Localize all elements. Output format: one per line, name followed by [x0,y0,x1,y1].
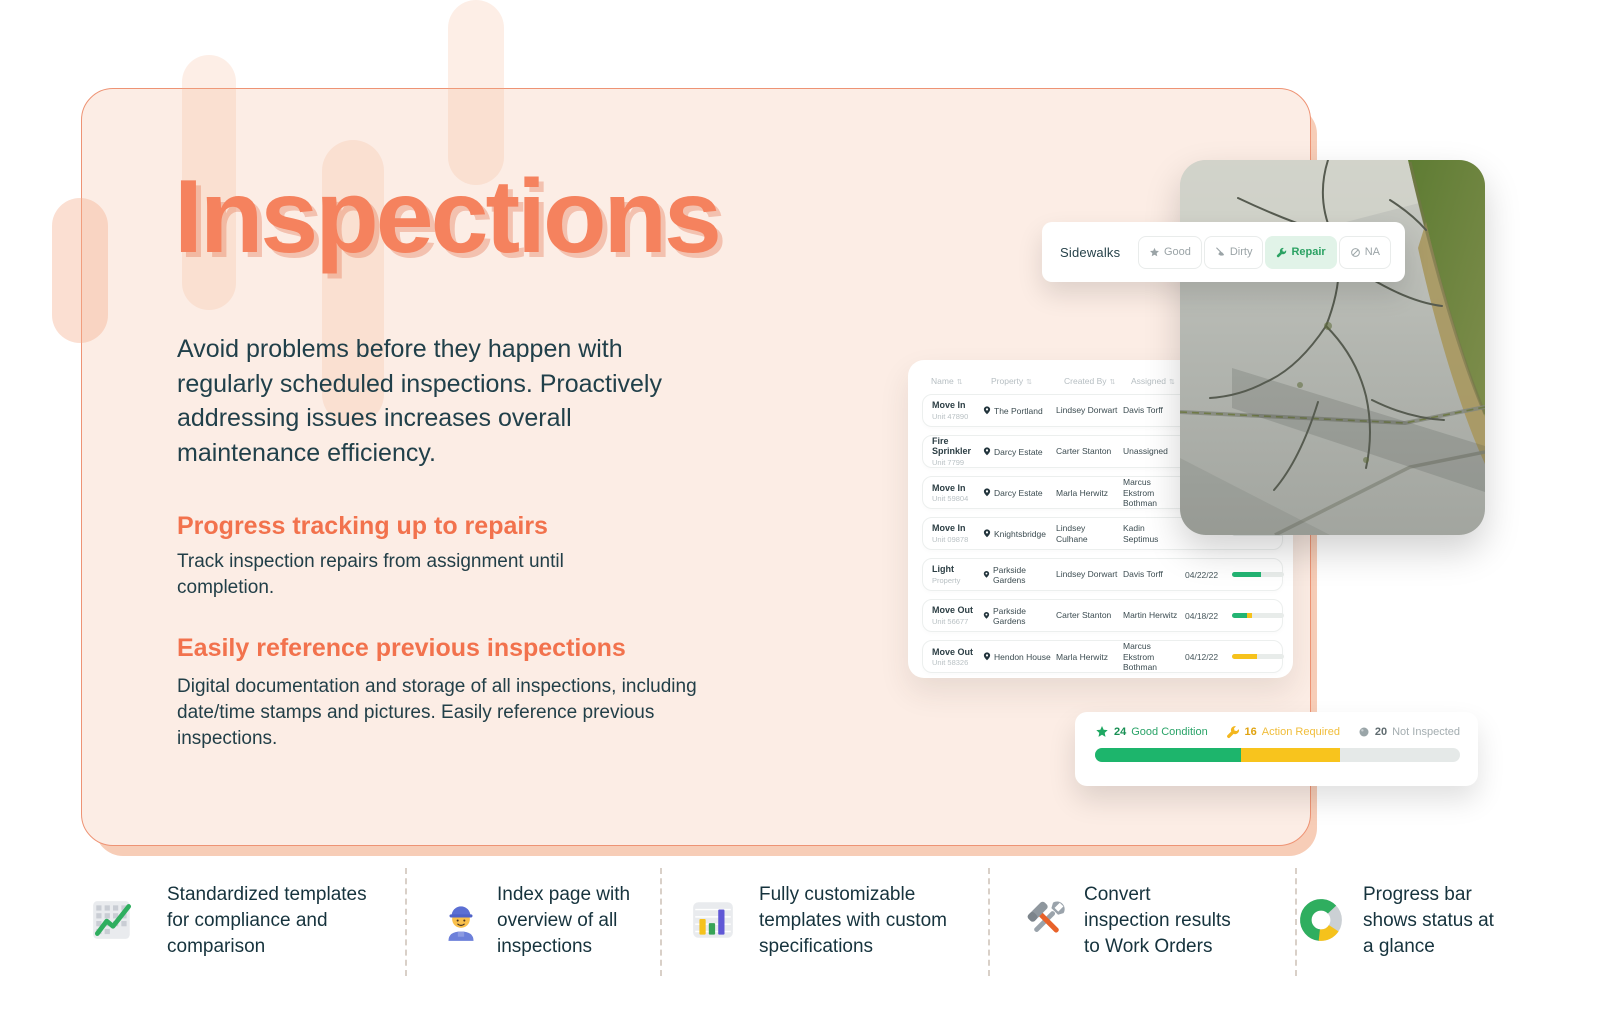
row-property: Knightsbridge [994,528,1046,539]
wrench-icon [1226,725,1240,739]
row-property: Parkside Gardens [992,564,1027,585]
pin-icon [983,529,991,538]
toolbar-label: Sidewalks [1060,244,1121,260]
status-summary-card [1075,712,1478,786]
row-date: 04/18/22 [1185,610,1219,621]
pin-icon [983,611,990,620]
row-name: Move In [932,400,966,411]
row-property: Hendon House [994,651,1051,662]
pin-icon [983,447,991,456]
pin-icon [983,488,991,497]
feature-text: Fully customizable templates with custom specifications [759,884,947,958]
row-created-by: Lindsey Dorwart [1056,405,1118,416]
pin-icon [983,652,991,661]
row-unit: Unit 47890 [932,411,969,421]
table-row[interactable] [922,558,1283,591]
donut-chart-icon [1298,897,1344,943]
repair-button[interactable]: Repair [1265,236,1336,269]
column-header-property[interactable]: Property ⇅ [991,376,1064,386]
row-unit: Unit 7799 [932,457,965,467]
row-unit: Unit 09878 [932,534,969,544]
divider [988,868,990,976]
row-property: Darcy Estate [994,446,1043,457]
column-header-created-by[interactable]: Created By ⇅ [1064,376,1131,386]
stat-label: Good Condition [1131,726,1208,738]
star-icon [1149,247,1160,258]
row-created-by: Carter Stanton [1056,446,1112,457]
row-created-by: Lindsey Culhane [1056,522,1088,544]
row-name: Move Out [932,605,974,616]
row-assigned: Marcus Ekstrom Bothman [1123,641,1158,673]
column-header-name[interactable]: Name ⇅ [931,376,991,386]
good-condition-stat [1095,725,1208,739]
column-header-assigned[interactable]: Assigned ⇅ [1131,376,1201,386]
row-unit: Property [932,575,961,585]
feature-text: Progress bar shows status at a glance [1363,884,1494,958]
row-progress-bar [1232,572,1284,577]
row-progress-bar [1232,613,1284,618]
row-unit: Unit 56677 [932,616,969,626]
row-name: Light [932,564,954,575]
broom-icon [1215,247,1226,258]
row-unit: Unit 59804 [932,494,969,504]
status-progress-bar [1095,748,1460,762]
row-assigned: Davis Torff [1123,569,1163,580]
section-heading: Easily reference previous inspections [177,634,626,662]
stat-count: 16 [1244,726,1257,738]
row-created-by: Lindsey Dorwart [1056,569,1118,580]
page-title: Inspections [174,159,719,275]
pin-icon [983,406,991,415]
dirty-button[interactable]: Dirty [1204,236,1264,269]
row-assigned: Martin Herwitz [1123,610,1178,621]
feature-text: Convert inspection results to Work Orders [1084,884,1231,958]
row-assigned: Unassigned [1123,446,1168,457]
status-summary-row [1095,725,1460,739]
spreadsheet-trend-icon [90,897,136,943]
stat-count: 20 [1374,726,1388,738]
star-icon [1095,725,1109,739]
section-heading: Progress tracking up to repairs [177,512,548,540]
dot-icon [1358,726,1370,738]
row-created-by: Carter Stanton [1056,610,1112,621]
row-created-by: Marla Herwitz [1056,487,1108,498]
row-date: 04/22/22 [1185,569,1219,580]
row-created-by: Marla Herwitz [1056,651,1108,662]
row-name: Move In [932,482,966,493]
row-assigned: Marcus Ekstrom Bothman [1123,477,1158,509]
worker-icon [438,897,484,943]
hammer-wrench-icon [1023,897,1069,943]
table-row[interactable] [922,640,1283,673]
rating-toolbar [1042,222,1405,282]
wrench-icon [1276,247,1287,258]
action-required-stat [1226,725,1341,739]
sidewalk-photo [1180,160,1485,535]
na-icon [1350,247,1361,258]
row-property: Darcy Estate [994,487,1043,498]
row-assigned: Kadin Septimus [1123,522,1159,544]
feature-text: Standardized templates for compliance and comparison [167,884,367,958]
divider [1295,868,1297,976]
row-date: 04/12/22 [1185,651,1219,662]
section-body: Track inspection repairs from assignment until completion. [177,551,564,599]
row-progress-bar [1232,654,1284,659]
feature-text: Index page with overview of all inspections [497,884,631,958]
good-button[interactable]: Good [1138,236,1202,269]
row-name: Fire Sprinkler [932,436,972,457]
na-button[interactable]: NA [1339,236,1391,269]
row-assigned: Davis Torff [1123,405,1163,416]
not-inspected-stat [1358,726,1460,738]
divider [660,868,662,976]
row-name: Move In [932,523,966,534]
rating-button-group [1138,236,1391,269]
section-body: Digital documentation and storage of all inspections, including date/time stamps and pictures. Easily reference previous inspections. [177,676,697,750]
divider [405,868,407,976]
row-property: Parkside Gardens [992,605,1027,626]
stat-label: Not Inspected [1392,726,1460,738]
sidewalk-photo-image [1180,160,1485,535]
row-name: Move Out [932,646,974,657]
hero-description: Avoid problems before they happen with regularly scheduled inspections. Proactively addressing issues increases overall maintenance efficiency. [177,335,662,467]
decorative-bar [52,198,108,343]
stat-count: 24 [1114,726,1127,738]
bar-chart-icon [690,897,736,943]
table-row[interactable] [922,599,1283,632]
row-property: The Portland [994,405,1043,416]
pin-icon [983,570,990,579]
row-unit: Unit 58326 [932,658,969,668]
stat-label: Action Required [1261,726,1341,738]
